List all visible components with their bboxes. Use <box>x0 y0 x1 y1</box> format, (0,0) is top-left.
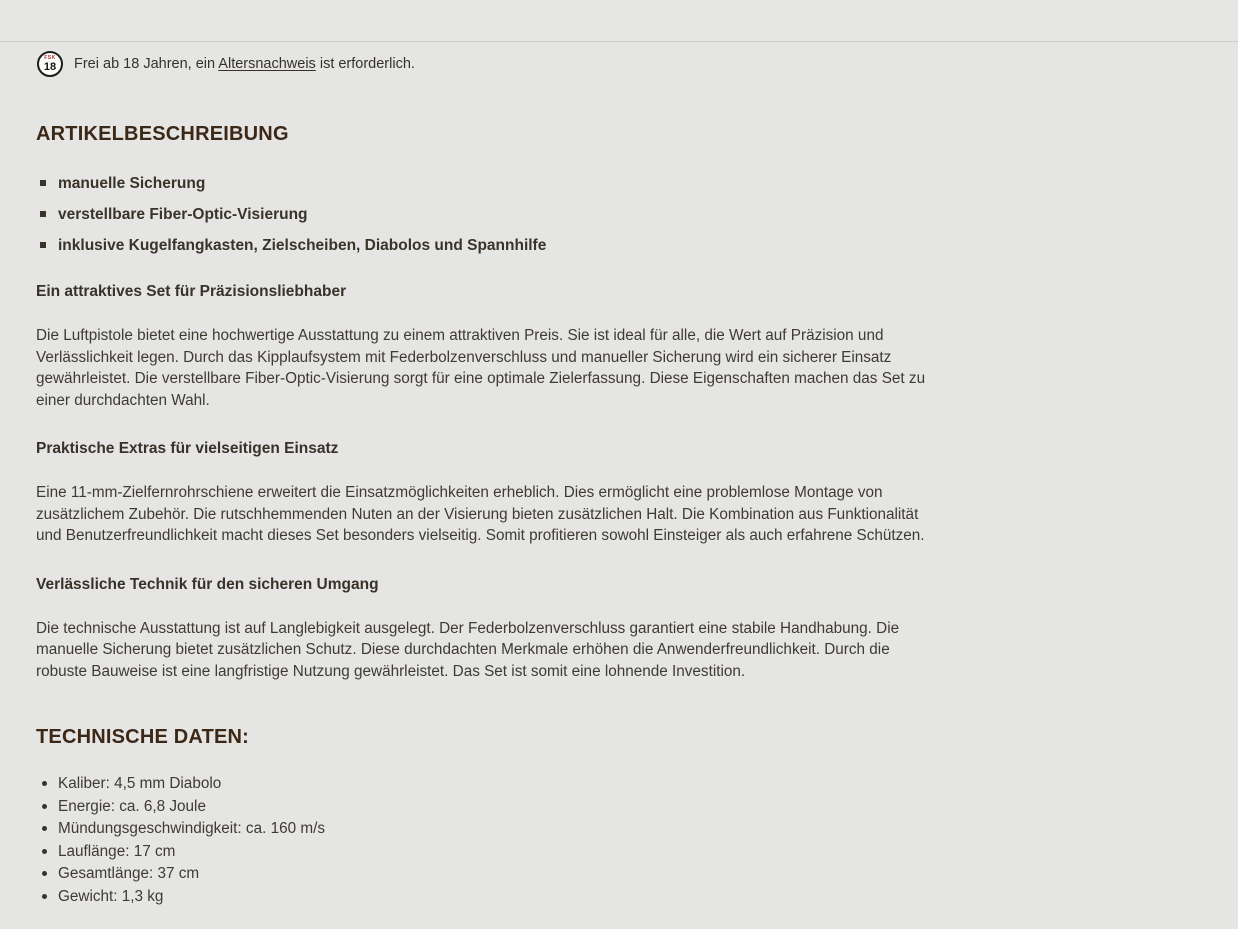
subsection-heading: Praktische Extras für vielseitigen Einsatz <box>36 440 339 457</box>
highlight-item: inklusive Kugelfangkasten, Zielscheiben, Diabolos und Spannhilfe <box>36 237 936 254</box>
age-notice-text-after: ist erforderlich. <box>315 56 415 72</box>
fsk-badge-small-label: FSK <box>44 54 56 61</box>
subsection-heading: Ein attraktives Set für Präzisionsliebhaber <box>36 283 347 300</box>
top-divider-bar <box>0 0 1238 42</box>
age-verification-link[interactable]: Altersnachweis <box>218 56 316 72</box>
article-description-heading: ARTIKELBESCHREIBUNG <box>36 123 289 145</box>
highlight-item: verstellbare Fiber-Optic-Visierung <box>36 206 936 223</box>
tech-data-item: Gesamtlänge: 37 cm <box>36 863 936 886</box>
fsk-18-icon <box>37 51 63 77</box>
age-notice-text-before: Frei ab 18 Jahren, ein <box>74 56 219 72</box>
tech-data-item: Lauflänge: 17 cm <box>36 841 936 864</box>
tech-data-item: Mündungsgeschwindigkeit: ca. 160 m/s <box>36 818 936 841</box>
tech-data-item: Gewicht: 1,3 kg <box>36 886 936 909</box>
description-subsection <box>36 440 936 547</box>
highlights-list <box>36 175 936 254</box>
technical-data-section <box>36 726 936 909</box>
technical-data-heading: TECHNISCHE DATEN: <box>36 726 250 748</box>
highlight-item: manuelle Sicherung <box>36 175 936 192</box>
description-subsection <box>36 283 936 411</box>
tech-data-item: Energie: ca. 6,8 Joule <box>36 796 936 819</box>
product-description-section <box>36 123 936 909</box>
subsection-paragraph: Die Luftpistole bietet eine hochwertige Ausstattung zu einem attraktiven Preis. Sie ist ideal für alle, die Wert auf Präzision und Verlässlichkeit legen. Durch das Kipplaufsystem mit Federbolzenverschluss und manueller Sicherung wird ein sicherer Einsatz gewährleistet. Die verstellbare Fiber-Optic-Visierung sorgt für eine optimale Zielerfassung. Diese Eigenschaften machen das Set zu einer durchdachten Wahl. <box>36 327 926 409</box>
age-notice <box>37 51 1238 77</box>
subsection-heading: Verlässliche Technik für den sicheren Umgang <box>36 575 379 593</box>
technical-data-list <box>36 773 936 909</box>
description-subsection <box>36 576 936 683</box>
subsection-paragraph: Die technische Ausstattung ist auf Langlebigkeit ausgelegt. Der Federbolzenverschluss garantiert eine stabile Handhabung. Die manuelle Sicherung bietet zusätzlichen Schutz. Diese durchdachten Merkmale erhöhen die Anwenderfreundlichkeit. Durch die robuste Bauweise ist eine langfristige Nutzung gewährleistet. Das Set ist somit eine lohnende Investition. <box>36 619 900 680</box>
tech-data-item: Kaliber: 4,5 mm Diabolo <box>36 773 936 796</box>
fsk-badge-big-label: 18 <box>43 60 57 73</box>
subsection-paragraph: Eine 11-mm-Zielfernrohrschiene erweitert die Einsatzmöglichkeiten erheblich. Dies ermöglicht eine problemlose Montage von zusätzlichem Zubehör. Die rutschhemmenden Nuten an der Visierung bieten zusätzlichen Halt. Die Kombination aus Funktionalität und Benutzerfreundlichkeit macht dieses Set besonders vielseitig. Somit profitieren sowohl Einsteiger als auch erfahrene Schützen. <box>36 484 925 544</box>
age-notice-text <box>74 56 415 72</box>
